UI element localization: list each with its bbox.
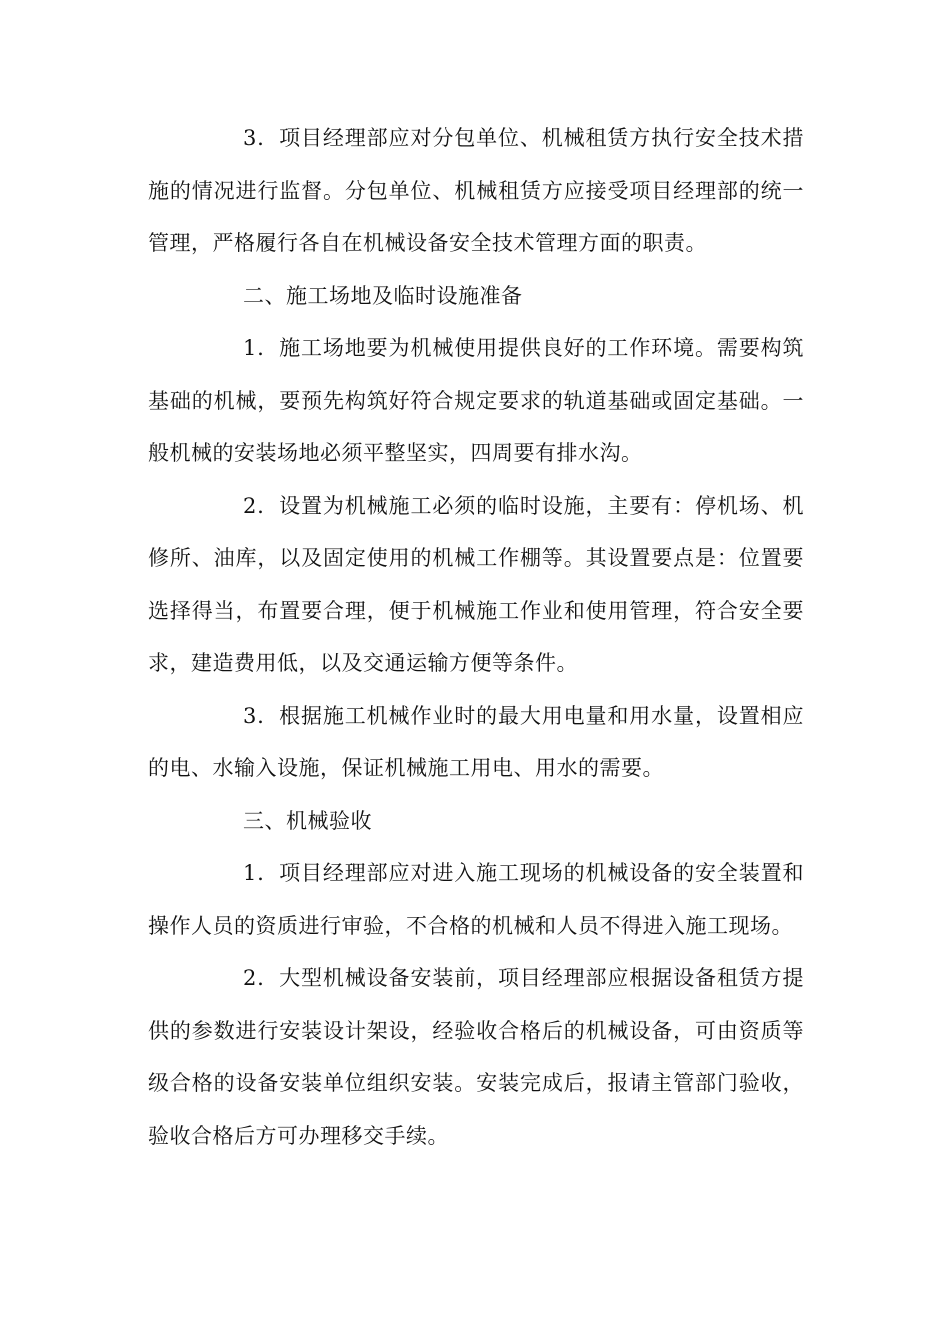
paragraph-item-2-temporary-facilities: 2．设置为机械施工必须的临时设施，主要有：停机场、机修所、油库，以及固定使用的机械工作棚等。其设置要点是：位置要选择得当，布置要合理，便于机械施工作业和使用管理，符合安全要求，建造费用低，以及交通运输方便等条件。 [148, 493, 804, 675]
paragraph-item-3-supervision: 3．项目经理部应对分包单位、机械租赁方执行安全技术措施的情况进行监督。分包单位、机械租赁方应接受项目经理部的统一管理，严格履行各自在机械设备安全技术管理方面的职责。 [148, 126, 804, 255]
paragraph-item-1-inspection: 1．项目经理部应对进入施工现场的机械设备的安全装置和操作人员的资质进行审验，不合格的机械和人员不得进入施工现场。 [148, 861, 804, 938]
section-heading-machine-acceptance: 三、机械验收 [243, 808, 372, 833]
document-body [148, 112, 804, 1162]
section-heading-site-preparation: 二、施工场地及临时设施准备 [243, 283, 523, 308]
paragraph-item-2-installation: 2．大型机械设备安装前，项目经理部应根据设备租赁方提供的参数进行安装设计架设，经验收合格后的机械设备，可由资质等级合格的设备安装单位组织安装。安装完成后，报请主管部门验收，验收合格后方可办理移交手续。 [148, 966, 804, 1148]
paragraph-item-3-power-water: 3．根据施工机械作业时的最大用电量和用水量，设置相应的电、水输入设施，保证机械施工用电、用水的需要。 [148, 703, 804, 780]
paragraph-item-1-site-environment: 1．施工场地要为机械使用提供良好的工作环境。需要构筑基础的机械，要预先构筑好符合规定要求的轨道基础或固定基础。一般机械的安装场地必须平整坚实，四周要有排水沟。 [148, 336, 804, 465]
